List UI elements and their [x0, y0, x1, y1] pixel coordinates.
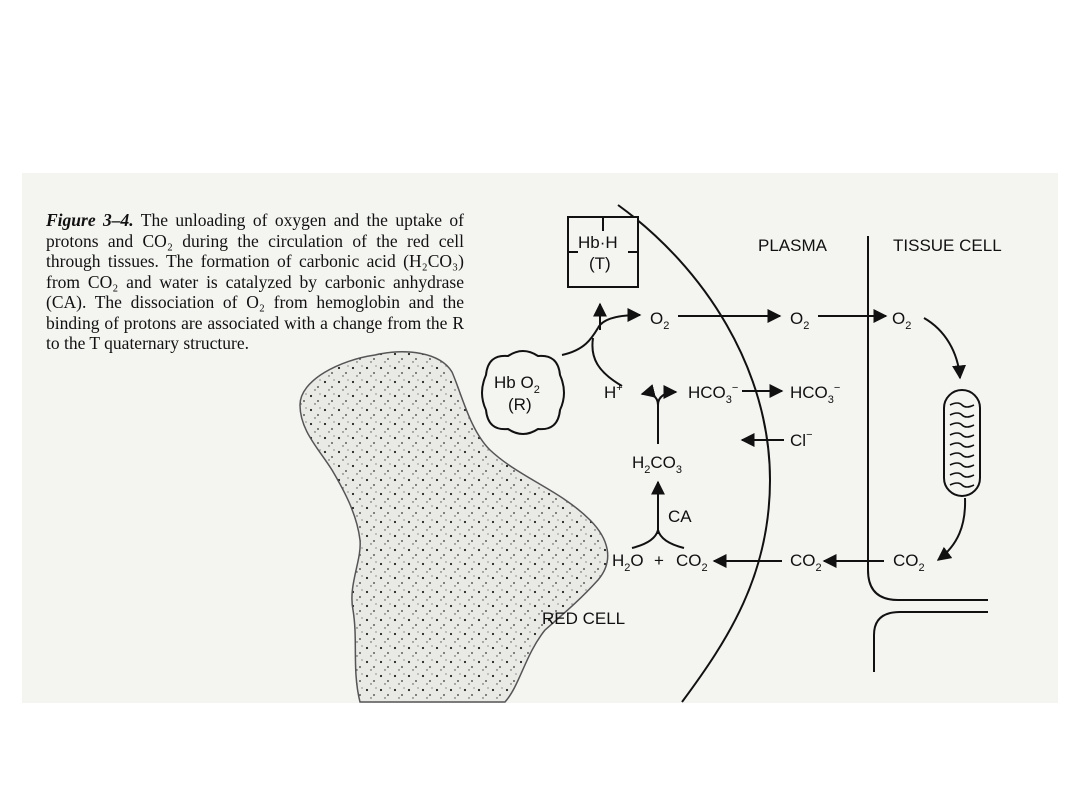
h-plus: H+ — [604, 382, 623, 402]
o2-tissue: $O_2$ — [892, 309, 912, 332]
co2-tissue: $CO_2$ — [893, 551, 925, 574]
hb-t-box — [568, 217, 638, 287]
cl-ion: Cl− — [790, 429, 813, 450]
h2o-label: $H_2O$ — [612, 551, 644, 574]
hb-t-line1: Hb·H — [578, 233, 618, 252]
o2-to-mitochondrion-arrow — [924, 318, 960, 378]
hb-t-line2: (T) — [589, 254, 611, 273]
plus-sign: + — [654, 551, 664, 570]
hco3-plasma: $HCO_3^-$ — [790, 382, 841, 406]
co2-plasma: $CO_2$ — [790, 551, 822, 574]
red-cell-label: RED CELL — [542, 609, 626, 628]
tissue-boundary-lower-curve — [874, 612, 988, 672]
figure-label: Figure 3–4. — [46, 210, 134, 230]
hb-r-line1: Hb $O_2$ — [494, 373, 540, 396]
o2-release-arrow — [598, 315, 640, 328]
ca-label: CA — [668, 507, 692, 526]
o2-plasma: $O_2$ — [790, 309, 810, 332]
o2-red-cell: $O_2$ — [650, 309, 670, 332]
plasma-label: PLASMA — [758, 236, 827, 255]
co2-from-mitochondrion-arrow — [938, 498, 965, 560]
tissue-boundary-upper-curve — [868, 570, 988, 600]
hb-r-shape — [482, 351, 564, 434]
hb-r-line2: (R) — [508, 395, 532, 414]
h-split-arrow — [642, 393, 658, 444]
tissue-cell-label: TISSUE CELL — [893, 236, 1002, 255]
h-binding-curve — [592, 338, 622, 386]
h2o-co2-merge-curve — [632, 530, 684, 548]
caption-text: The unloading of oxygen and the uptake of protons and CO₂ during the circulation of the red cell through tissues. The formation of carbonic acid (H₂CO₃) from CO₂ and water is catalyzed by carbonic anhydrase (CA). The dissociation of O₂ from hemoglobin and the binding of protons are associated with a change from the R to the T quaternary structure. — [46, 210, 464, 353]
hco3-red-cell: $HCO_3^-$ — [688, 382, 739, 406]
h2co3-label: $H_2CO_3$ — [632, 453, 683, 476]
mitochondrion-icon — [944, 390, 980, 496]
hco3-split-arrow — [658, 392, 676, 405]
co2-red-cell: $CO_2$ — [676, 551, 708, 574]
